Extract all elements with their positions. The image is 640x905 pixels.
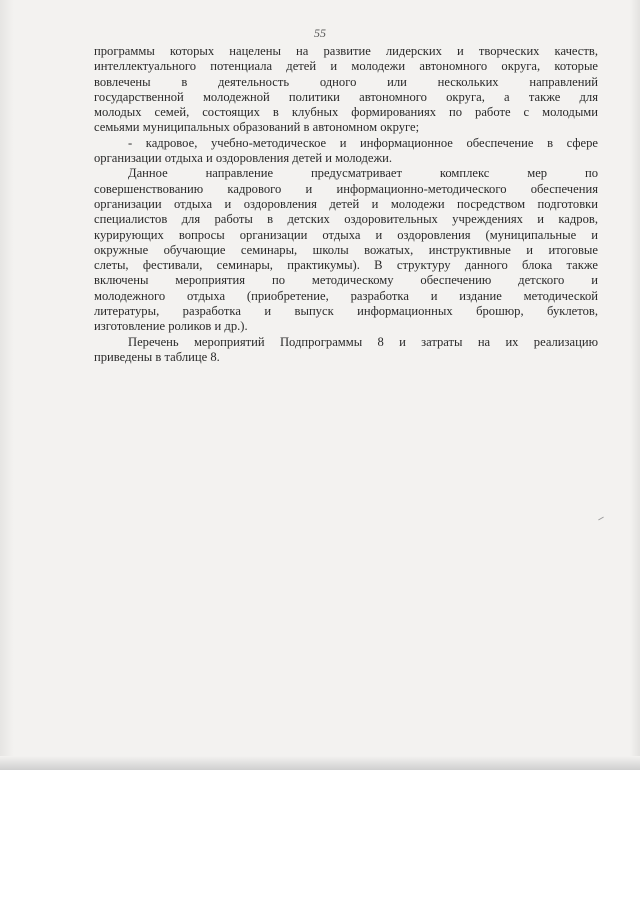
scan-right-edge — [630, 0, 640, 770]
text-line: приведены в таблице 8. — [94, 349, 220, 364]
scan-bottom-shadow — [0, 756, 640, 770]
text-line: - кадровое, учебно-методическое и информационное обеспечение в сфере — [128, 135, 598, 150]
scan-artifact-mark — [598, 517, 604, 521]
text-line: вовлечены в деятельность одного или нескольких направлений — [94, 74, 598, 89]
text-line: молодых семей, состоящих в клубных формированиях по работе с молодыми — [94, 105, 598, 120]
blank-margin — [0, 770, 640, 905]
text-line: совершенствованию кадрового и информационно-методического обеспечения — [94, 181, 598, 196]
text-line: литературы, разработка и выпуск информационных брошюр, буклетов, — [94, 304, 598, 319]
text-line: организации отдыха и оздоровления детей и молодежи посредством подготовки — [94, 196, 598, 211]
text-line: семьями муниципальных образований в автономном округе; — [94, 120, 420, 135]
text-line: Перечень мероприятий Подпрограммы 8 и затраты на их реализацию — [128, 334, 598, 349]
scan-left-edge — [0, 0, 14, 770]
text-line: окружные обучающие семинары, школы вожатых, инструктивные и итоговые — [94, 242, 598, 257]
text-line: слеты, фестивали, семинары, практикумы). В структуру данного блока также — [94, 258, 598, 273]
text-line: включены мероприятия по методическому обеспечению детского и — [94, 273, 598, 288]
text-line: государственной молодежной политики автономного округа, а также для — [94, 89, 598, 104]
text-line: курирующих вопросы организации отдыха и оздоровления (муниципальные и — [94, 227, 598, 242]
body-text — [94, 44, 598, 365]
text-line: изготовление роликов и др.). — [94, 319, 248, 334]
text-line: Данное направление предусматривает комплекс мер по — [128, 166, 598, 181]
text-line: специалистов для работы в детских оздоровительных учреждениях и кадров, — [94, 212, 598, 227]
text-line: программы которых нацелены на развитие лидерских и творческих качеств, — [94, 44, 598, 58]
page-number: 55 — [314, 26, 326, 40]
text-line: организации отдыха и оздоровления детей и молодежи. — [94, 151, 393, 166]
text-line: интеллектуального потенциала детей и молодежи автономного округа, которые — [94, 59, 598, 74]
text-line: молодежного отдыха (приобретение, разработка и издание методической — [94, 288, 598, 303]
